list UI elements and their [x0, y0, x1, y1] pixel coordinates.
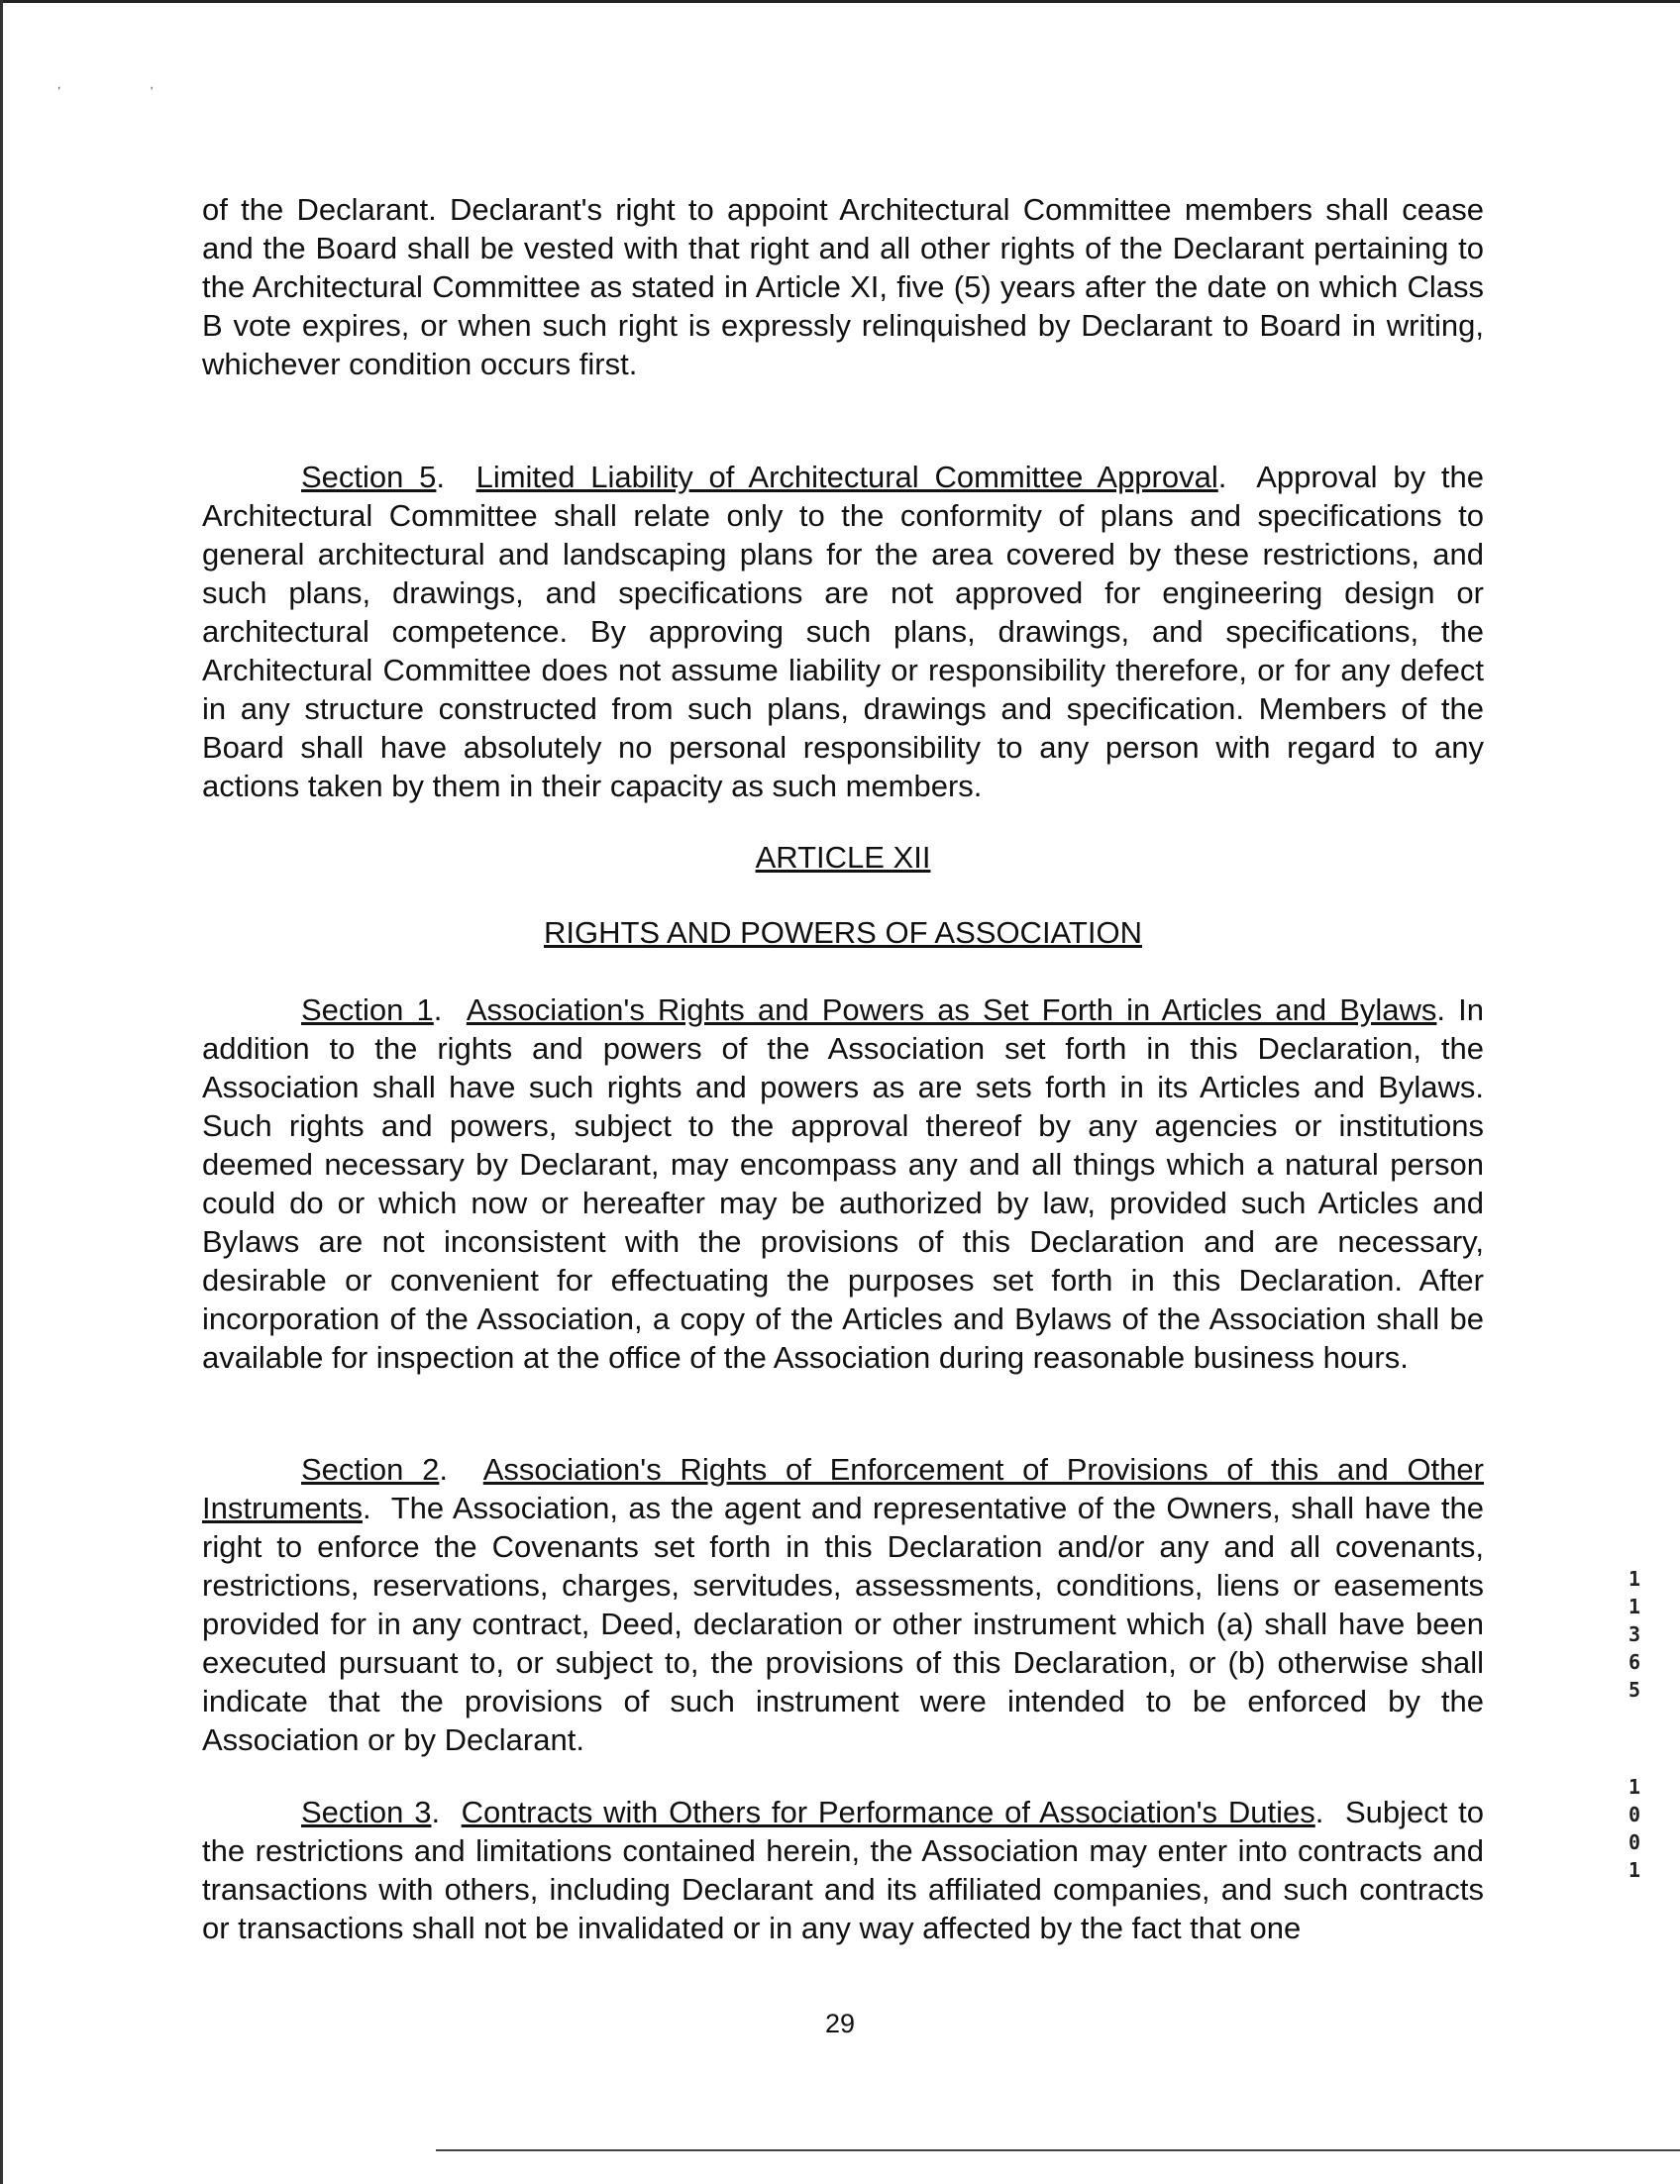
stamp-digit: 0 [1628, 1830, 1641, 1854]
section-3-text: Subject to the restrictions and limitations contained herein, the Association may enter into contracts and transactions with others, including Declarant and its affiliated companies, and such contracts or transactions shall not be invalidated or in any way affected by the fact that one [202, 1795, 1484, 1945]
recording-stamp-lower [1625, 1773, 1644, 1884]
section-2-paragraph: Section 2. Association's Rights of Enforcement of Provisions of this and Other Instruments. The Association, as the agent and representative of the Owners, shall have the right to enforce the Covenants set forth in this Declaration and/or any and all covenants, restrictions, reservations, charges, servitudes, assessments, conditions, liens or easements provided for in any contract, Deed, declaration or other instrument which (a) shall have been executed pursuant to, or subject to, the provisions of this Declaration, or (b) otherwise shall indicate that the provisions of such instrument were intended to be enforced by the Association or by Declarant. [202, 1452, 1485, 1757]
section-5-title: Limited Liability of Architectural Committee Approval [475, 460, 1218, 494]
recording-stamp-upper [1625, 1565, 1644, 1704]
section-3 [202, 1793, 1484, 1947]
section-1-label: Section 1 [301, 992, 434, 1027]
section-3-title: Contracts with Others for Performance of Association's Duties [461, 1795, 1315, 1829]
article-title-block [202, 913, 1484, 952]
section-2-text: The Association, as the agent and representative of the Owners, shall have the right to enforce the Covenants set forth in this Declaration and/or any and all covenants, restrictions, reservations, charges, servitudes, assessments, conditions, liens or easements provided for in any contract, Deed, declaration or other instrument which (a) shall have been executed pursuant to, or subject to, the provisions of this Declaration, or (b) otherwise shall indicate that the provisions of such instrument were intended to be enforced by the Association or by Declarant. [202, 1491, 1485, 1757]
section-5-text: Approval by the Architectural Committee shall relate only to the conformity of plans and specifications to general architectural and landscaping plans for the area covered by these restrictions, and such plans, drawings, and specifications are not approved for engineering design or architectural competence. By approving such plans, drawings, and specifications, the Architectural Committee does not assume liability or responsibility therefore, or for any defect in any structure constructed from such plans, drawings and specification. Members of the Board shall have absolutely no personal responsibility to any person with regard to any actions taken by them in their capacity as such members. [202, 460, 1484, 803]
section-1 [202, 990, 1484, 1377]
scan-bottom-line [436, 2149, 1680, 2151]
stamp-digit: 1 [1628, 1595, 1641, 1618]
section-5-paragraph: Section 5. Limited Liability of Architectural Committee Approval. Approval by the Architectural Committee shall relate only to the conformity of plans and specifications to general architectural and landscaping plans for the area covered by these restrictions, and such plans, drawings, and specifications are not approved for engineering design or architectural competence. By approving such plans, drawings, and specifications, the Architectural Committee does not assume liability or responsibility therefore, or for any defect in any structure constructed from such plans, drawings and specification. Members of the Board shall have absolutely no personal responsibility to any person with regard to any actions taken by them in their capacity as such members. [202, 460, 1484, 803]
section-1-paragraph: Section 1. Association's Rights and Powers as Set Forth in Articles and Bylaws. In addition to the rights and powers of the Association set forth in this Declaration, the Association shall have such rights and powers as are sets forth in its Articles and Bylaws. Such rights and powers, subject to the approval thereof by any agencies or institutions deemed necessary by Declarant, may encompass any and all things which a natural person could do or which now or hereafter may be authorized by law, provided such Articles and Bylaws are not inconsistent with the provisions of this Declaration and are necessary, desirable or convenient for effectuating the purposes set forth in this Declaration. After incorporation of the Association, a copy of the Articles and Bylaws of the Association shall be available for inspection at the office of the Association during reasonable business hours. [202, 992, 1484, 1375]
section-5-label: Section 5 [301, 460, 437, 494]
section-1-title: Association's Rights and Powers as Set Forth in Articles and Bylaws [466, 992, 1437, 1027]
section-3-label: Section 3 [301, 1795, 432, 1829]
section-2-title: Association's Rights of Enforcement of Provisions of this and Other Instruments [202, 1452, 1484, 1525]
stamp-digit: 3 [1628, 1622, 1641, 1646]
page-number: 29 [824, 2009, 856, 2038]
stamp-digit: 1 [1628, 1775, 1641, 1799]
section-2-label: Section 2 [301, 1452, 440, 1487]
article-number: ARTICLE XII [755, 840, 931, 875]
section-1-text: In addition to the rights and powers of the Association set forth in this Declaration, the Association shall have such rights and powers as are sets forth in its Articles and Bylaws. Such rights and powers, subject to the approval thereof by any agencies or institutions deemed necessary by Declarant, may encompass any and all things which a natural person could do or which now or hereafter may be authorized by law, provided such Articles and Bylaws are not inconsistent with the provisions of this Declaration and are necessary, desirable or convenient for effectuating the purposes set forth in this Declaration. After incorporation of the Association, a copy of the Articles and Bylaws of the Association shall be available for inspection at the office of the Association during reasonable business hours. [202, 992, 1484, 1375]
stamp-digit: 5 [1628, 1678, 1641, 1702]
section-2 [202, 1450, 1484, 1759]
stamp-digit: 1 [1628, 1858, 1641, 1882]
article-heading [202, 838, 1484, 877]
stamp-digit: 6 [1628, 1650, 1641, 1674]
stamp-digit: 0 [1628, 1803, 1641, 1826]
intro-text: of the Declarant. Declarant's right to appoint Architectural Committee members shall cease and the Board shall be vested with that right and all other rights of the Declarant pertaining to the Architectural Committee as stated in Article XI, five (5) years after the date on which Class B vote expires, or when such right is expressly relinquished by Declarant to Board in writing, whichever condition occurs first. [202, 192, 1484, 381]
intro-paragraph [202, 190, 1484, 383]
section-3-paragraph: Section 3. Contracts with Others for Performance of Association's Duties. Subject to the restrictions and limitations contained herein, the Association may enter into contracts and transactions with others, including Declarant and its affiliated companies, and such contracts or transactions shall not be invalidated or in any way affected by the fact that one [202, 1795, 1484, 1945]
section-5 [202, 458, 1484, 805]
article-title: RIGHTS AND POWERS OF ASSOCIATION [543, 915, 1142, 950]
scan-border-left [0, 0, 3, 2184]
scan-specks: , , [57, 77, 154, 91]
stamp-digit: 1 [1628, 1567, 1641, 1591]
scan-border-top [0, 0, 1680, 3]
